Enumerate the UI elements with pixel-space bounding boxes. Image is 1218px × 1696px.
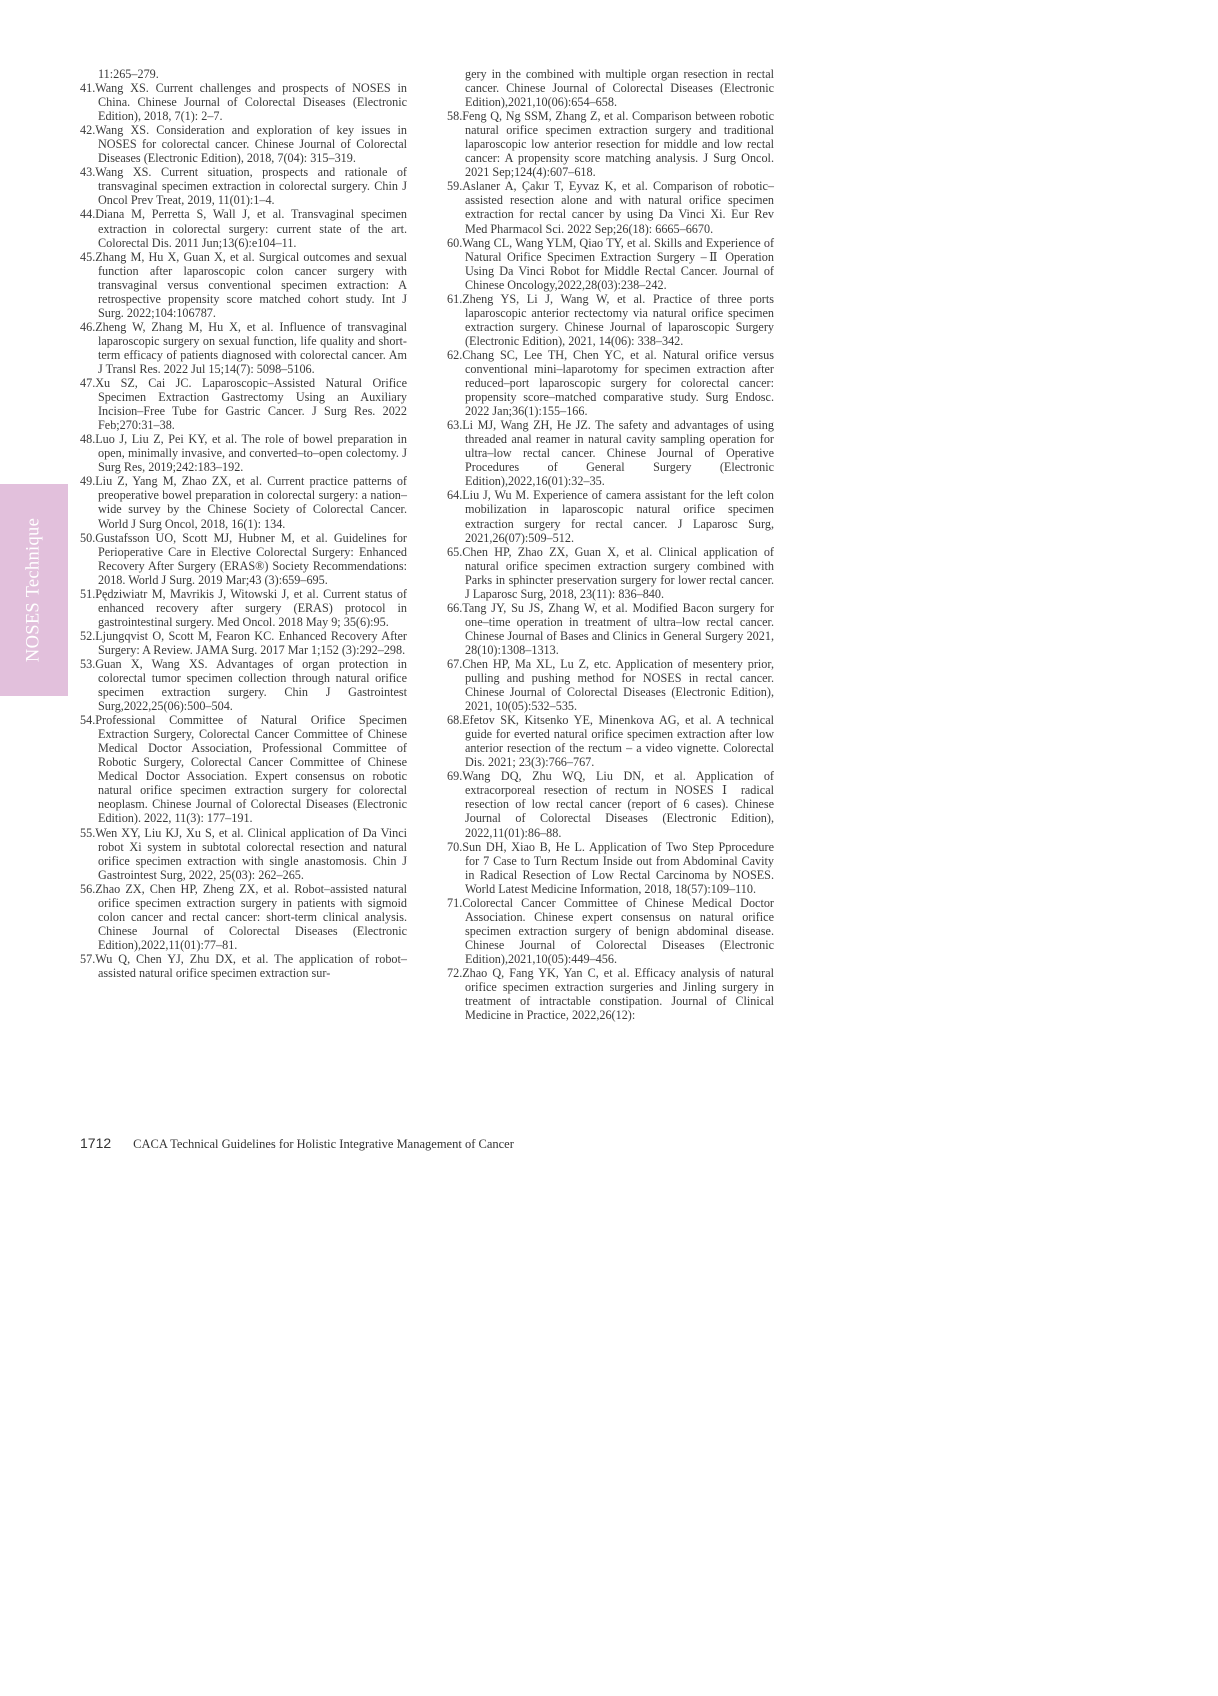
reference-text: Chen HP, Ma XL, Lu Z, etc. Application of mesentery prior, pulling and pushing method for NOSES in rectal cancer. Chinese Journal of Colorectal Diseases (Electronic Edition), 2021, 10(05):532–535. <box>462 656 774 714</box>
reference-text: Wu Q, Chen YJ, Zhu DX, et al. The application of robot–assisted natural orifice specimen extraction sur- <box>95 951 407 980</box>
reference-item <box>447 769 774 839</box>
reference-item <box>447 179 774 235</box>
reference-item <box>80 123 407 165</box>
reference-text: Chang SC, Lee TH, Chen YC, et al. Natural orifice versus conventional mini–laparotomy for specimen extraction after reduced–port laparoscopic surgery for colorectal cancer: propensity score–matched comparative study. Surg Endosc. 2022 Jan;36(1):155–166. <box>462 347 774 419</box>
reference-text: Ljungqvist O, Scott M, Fearon KC. Enhanced Recovery After Surgery: A Review. JAMA Surg. 2017 Mar 1;152 (3):292–298. <box>95 628 407 657</box>
reference-text: Zhao ZX, Chen HP, Zheng ZX, et al. Robot–assisted natural orifice specimen extraction surgery in patients with sigmoid colon cancer and rectal cancer: short-term clinical analysis. Chinese Journal of Colorectal Diseases (Electronic Edition),2022,11(01):77–81. <box>95 881 407 952</box>
reference-item <box>447 657 774 713</box>
reference-item <box>447 292 774 348</box>
reference-number: 52. <box>80 628 96 643</box>
section-side-tab <box>0 484 68 696</box>
reference-number: 55. <box>80 825 96 840</box>
reference-item <box>80 320 407 376</box>
reference-number: 58. <box>447 109 463 124</box>
reference-item <box>447 713 774 769</box>
reference-number: 54. <box>80 713 96 728</box>
reference-item <box>447 840 774 896</box>
reference-item <box>447 418 774 488</box>
reference-text: Professional Committee of Natural Orifice Specimen Extraction Surgery, Colorectal Cancer Committee of Chinese Medical Doctor Association, Professional Committee of Robotic Surgery, Colorectal Cancer Committee of Chinese Medical Doctor Association. Expert consensus on robotic natural orifice specimen extraction surgery for colorectal neoplasm. Chinese Journal of Colorectal Diseases (Electronic Edition). 2022, 11(3): 177–191. <box>95 713 407 826</box>
reference-text: 11:265–279. <box>98 67 159 81</box>
reference-item <box>80 629 407 657</box>
reference-item <box>447 67 774 109</box>
reference-item <box>80 81 407 123</box>
reference-number: 65. <box>447 544 463 559</box>
reference-item <box>447 348 774 418</box>
reference-text: Chen HP, Zhao ZX, Guan X, et al. Clinical application of natural orifice specimen extraction surgery combined with Parks in sphincter preservation surgery for lower rectal cancer. J Laparosc Surg, 2018, 23(11): 836–840. <box>462 544 774 601</box>
running-title: CACA Technical Guidelines for Holistic Integrative Management of Cancer <box>133 1137 514 1151</box>
reference-item <box>80 67 407 81</box>
reference-number: 72. <box>447 966 463 980</box>
reference-number: 62. <box>447 347 463 362</box>
reference-item <box>447 236 774 292</box>
reference-text: Li MJ, Wang ZH, He JZ. The safety and advantages of using threaded anal reamer in natural cavity sampling operation for ultra–low rectal cancer. Chinese Journal of Operative Procedures of General Surgery (Electronic Edition),2022,16(01):32–35. <box>462 418 774 489</box>
reference-number: 49. <box>80 474 96 489</box>
reference-item <box>80 207 407 249</box>
reference-text: Wang DQ, Zhu WQ, Liu DN, et al. Application of extracorporeal resection of rectum in NOSES Ⅰ radical resection of low rectal cancer (report of 6 cases). Chinese Journal of Colorectal Diseases (Electronic Edition), 2022,11(01):86–88. <box>462 769 774 840</box>
reference-item <box>80 531 407 587</box>
reference-text: Wen XY, Liu KJ, Xu S, et al. Clinical application of Da Vinci robot Xi system in subtotal colorectal resection and natural orifice specimen extraction with single anastomosis. Chin J Gastrointest Surg, 2022, 25(03): 262–265. <box>95 825 407 882</box>
reference-number: 57. <box>80 951 96 966</box>
reference-number: 44. <box>80 207 96 222</box>
reference-number: 51. <box>80 586 96 601</box>
reference-text: Liu Z, Yang M, Zhao ZX, et al. Current practice patterns of preoperative bowel preparation in colorectal surgery: a nation–wide survey by the Chinese Society of Colorectal Cancer. World J Surg Oncol, 2018, 16(1): 134. <box>95 474 407 531</box>
reference-number: 59. <box>447 179 463 194</box>
reference-number: 53. <box>80 656 96 671</box>
reference-item <box>80 587 407 629</box>
reference-number: 66. <box>447 600 463 615</box>
reference-text: Guan X, Wang XS. Advantages of organ protection in colorectal tumor specimen collection through natural orifice specimen extraction surgery. Chin J Gastrointest Surg,2022,25(06):500–504. <box>95 656 407 714</box>
reference-number: 68. <box>447 713 463 728</box>
reference-number: 71. <box>447 895 463 910</box>
reference-number: 46. <box>80 319 96 334</box>
reference-text: Wang XS. Current situation, prospects and rationale of transvaginal specimen extraction in colorectal surgery. Chin J Oncol Prev Treat, 2019, 11(01):1–4. <box>95 165 407 208</box>
reference-text: Aslaner A, Çakır T, Eyvaz K, et al. Comparison of robotic–assisted resection alone and with natural orifice specimen extraction for rectal cancer by using Da Vinci Xi. Eur Rev Med Pharmacol Sci. 2022 Sep;26(18): 6665–6670. <box>462 179 774 236</box>
references-left-column <box>80 67 407 980</box>
reference-item <box>447 966 774 1022</box>
reference-item <box>80 474 407 530</box>
reference-number: 48. <box>80 432 96 447</box>
reference-item <box>80 250 407 320</box>
reference-item <box>447 109 774 179</box>
reference-item <box>447 601 774 657</box>
reference-item <box>80 657 407 713</box>
references-right-column <box>447 67 774 1022</box>
reference-text: Wang XS. Current challenges and prospects of NOSES in China. Chinese Journal of Colorectal Diseases (Electronic Edition), 2018, 7(1): 2–7. <box>95 81 407 124</box>
reference-item <box>80 952 407 980</box>
reference-number: 60. <box>447 235 463 250</box>
reference-item <box>80 882 407 952</box>
reference-number: 69. <box>447 769 463 784</box>
reference-text: Wang CL, Wang YLM, Qiao TY, et al. Skills and Experience of Natural Orifice Specimen Extraction Surgery –Ⅱ Operation Using Da Vinci Robot for Middle Rectal Cancer. Journal of Chinese Oncology,2022,28(03):238–242. <box>462 235 774 292</box>
reference-number: 45. <box>80 249 96 264</box>
reference-item <box>447 545 774 601</box>
reference-number: 47. <box>80 376 96 391</box>
reference-text: Colorectal Cancer Committee of Chinese Medical Doctor Association. Chinese expert consensus on natural orifice specimen extraction surgery of benign abdominal disease. Chinese Journal of Colorectal Diseases (Electronic Edition),2021,10(05):449–456. <box>462 895 774 966</box>
reference-item <box>80 826 407 882</box>
page-footer <box>80 1135 514 1152</box>
reference-text: Efetov SK, Kitsenko YE, Minenkova AG, et al. A technical guide for everted natural orifice specimen extraction after low anterior resection of the rectum – a video vignette. Colorectal Dis. 2021; 23(3):766–767. <box>462 713 774 770</box>
reference-number: 64. <box>447 488 463 503</box>
section-side-tab-label: NOSES Technique <box>23 517 44 663</box>
reference-number: 67. <box>447 656 463 671</box>
reference-text: Zhang M, Hu X, Guan X, et al. Surgical outcomes and sexual function after laparoscopic colon cancer surgery with transvaginal versus conventional specimen extraction: A retrospective propensity score matched cohort study. Int J Surg. 2022;104:106787. <box>95 249 407 320</box>
reference-text: gery in the combined with multiple organ resection in rectal cancer. Chinese Journal of Colorectal Diseases (Electronic Edition),2021,10(06):654–658. <box>465 67 774 110</box>
reference-number: 63. <box>447 418 463 433</box>
reference-text: Xu SZ, Cai JC. Laparoscopic–Assisted Natural Orifice Specimen Extraction Gastrectomy Using an Auxiliary Incision–Free Tube for Gastric Cancer. J Surg Res. 2022 Feb;270:31–38. <box>95 376 407 433</box>
reference-text: Wang XS. Consideration and exploration of key issues in NOSES for colorectal cancer. Chinese Journal of Colorectal Diseases (Electronic Edition), 2018, 7(04): 315–319. <box>95 123 407 166</box>
reference-item <box>80 165 407 207</box>
reference-item <box>447 896 774 966</box>
reference-text: Luo J, Liu Z, Pei KY, et al. The role of bowel preparation in open, minimally invasive, and converted–to–open colectomy. J Surg Res, 2019;242:183–192. <box>95 432 407 475</box>
reference-text: Zheng W, Zhang M, Hu X, et al. Influence of transvaginal laparoscopic surgery on sexual function, life quality and short-term efficacy of patients diagnosed with colorectal cancer. Am J Transl Res. 2022 Jul 15;14(7): 5098–5106. <box>95 319 407 376</box>
reference-text: Tang JY, Su JS, Zhang W, et al. Modified Bacon surgery for one–time operation in treatment of ultra–low rectal cancer. Chinese Journal of Bases and Clinics in General Surgery 2021, 28(10):1308–1313. <box>462 600 774 657</box>
reference-text: Sun DH, Xiao B, He L. Application of Two Step Pprocedure for 7 Case to Turn Rectum Inside out from Abdominal Cavity in Radical Resection of Low Rectal Carcinoma by NOSES. World Latest Medicine Information, 2018, 18(57):109–110. <box>462 839 774 896</box>
reference-number: 41. <box>80 81 96 96</box>
reference-text: Diana M, Perretta S, Wall J, et al. Transvaginal specimen extraction in colorectal surgery: current state of the art. Colorectal Dis. 2011 Jun;13(6):e104–11. <box>95 207 407 250</box>
reference-text: Pędziwiatr M, Mavrikis J, Witowski J, et al. Current status of enhanced recovery after surgery (ERAS) protocol in gastrointestinal surgery. Med Oncol. 2018 May 9; 35(6):95. <box>95 586 407 629</box>
reference-text: Zheng YS, Li J, Wang W, et al. Practice of three ports laparoscopic anterior rectectomy via natural orifice specimen extraction surgery. Chinese Journal of laparoscopic Surgery (Electronic Edition), 2021, 14(06): 338–342. <box>462 291 774 348</box>
reference-number: 61. <box>447 291 463 306</box>
reference-number: 50. <box>80 530 96 545</box>
reference-item <box>447 488 774 544</box>
reference-text: Gustafsson UO, Scott MJ, Hubner M, et al. Guidelines for Perioperative Care in Elective Colorectal Surgery: Enhanced Recovery After Surgery (ERAS®) Society Recommendations: 2018. World J Surg. 2019 Mar;43 (3):659–695. <box>95 530 407 587</box>
reference-text: Feng Q, Ng SSM, Zhang Z, et al. Comparison between robotic natural orifice specimen extraction surgery and traditional laparoscopic low anterior resection for middle and low rectal cancer: A propensity score matching analysis. J Surg Oncol. 2021 Sep;124(4):607–618. <box>462 109 774 180</box>
reference-number: 42. <box>80 123 96 138</box>
reference-item <box>80 432 407 474</box>
reference-text: Liu J, Wu M. Experience of camera assistant for the left colon mobilization in laparoscopic natural orifice specimen extraction surgery for rectal cancer. J Laparosc Surg, 2021,26(07):509–512. <box>462 488 774 545</box>
reference-number: 43. <box>80 165 96 180</box>
reference-number: 70. <box>447 839 463 854</box>
page-number: 1712 <box>80 1135 112 1151</box>
reference-item <box>80 376 407 432</box>
reference-number: 56. <box>80 881 96 896</box>
reference-text: Zhao Q, Fang YK, Yan C, et al. Efficacy analysis of natural orifice specimen extraction surgeries and Jinling surgery in treatment of intractable constipation. Journal of Clinical Medicine in Practice, 2022,26(12): <box>462 966 774 1023</box>
reference-item <box>80 713 407 825</box>
